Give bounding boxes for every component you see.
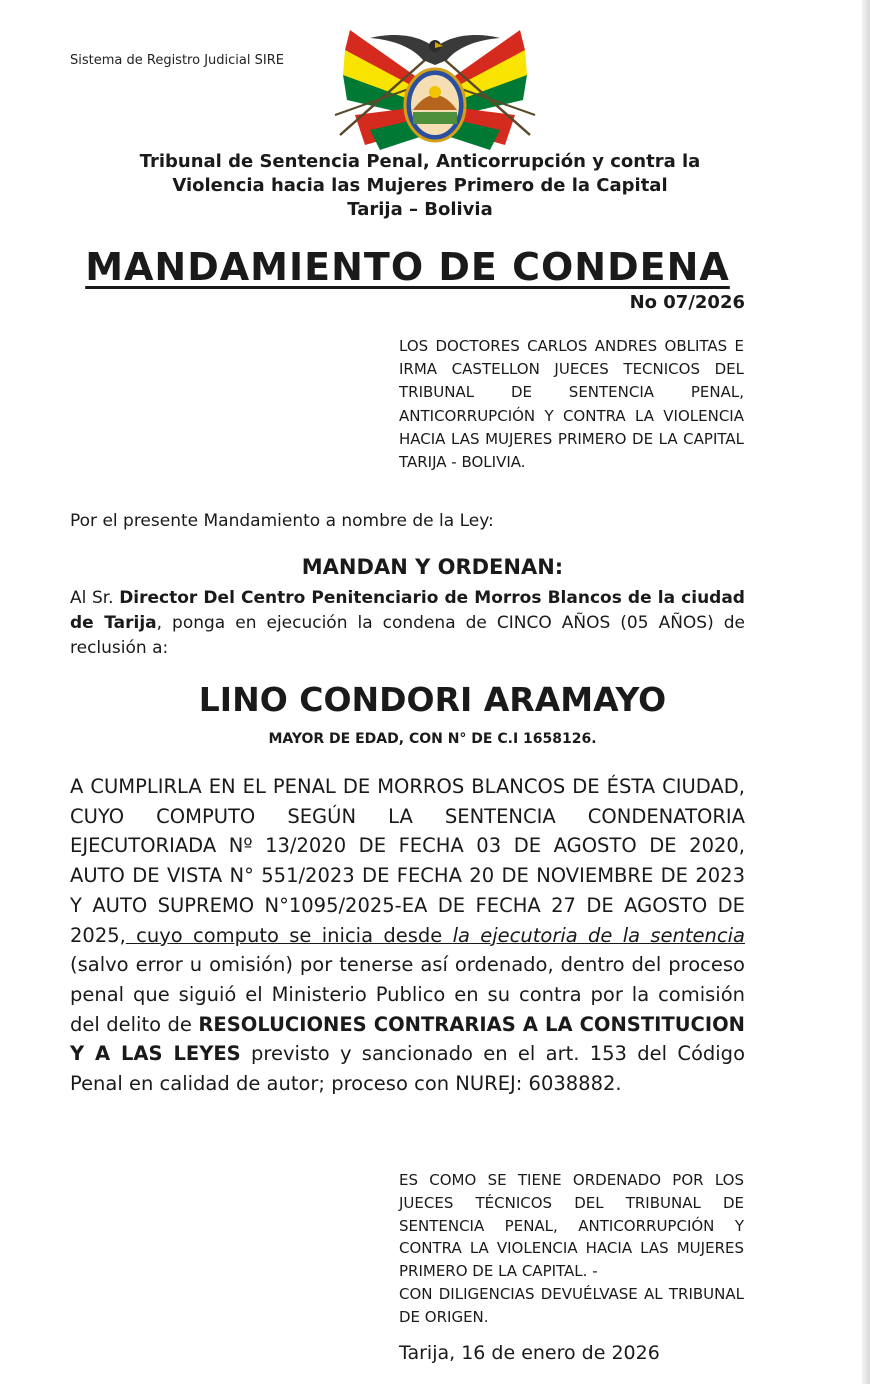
sentence-paragraph xyxy=(70,772,745,1099)
page-edge xyxy=(862,0,870,1384)
sentence-text-b: (salvo error u omisión) por tenerse así ordenado, dentro del proceso penal que siguió el Ministerio Publico en su contra por la comisión del delito de xyxy=(70,953,745,1036)
system-label: Sistema de Registro Judicial SIRE xyxy=(70,53,284,68)
presente-line: Por el presente Mandamiento a nombre de la Ley: xyxy=(70,511,494,531)
sentence-text-a: A CUMPLIRLA EN EL PENAL DE MORROS BLANCOS DE ÉSTA CIUDAD, CUYO COMPUTO SEGÚN LA SENTENCIA CONDENATORIA EJECUTORIADA Nº 13/2020 DE FECHA 03 DE AGOSTO DE 2020, AUTO DE VISTA N° 551/2023 DE FECHA 20 DE NOVIEMBRE DE 2023 Y AUTO SUPREMO N°1095/2025-EA DE FECHA 27 DE AGOSTO DE 2025, xyxy=(70,775,745,947)
order-text-b: , ponga en ejecución la condena de CINCO AÑOS (05 AÑOS) de reclusión a: xyxy=(70,613,745,658)
closing-text-2: CON DILIGENCIAS DEVUÉLVASE AL TRIBUNAL DE ORIGEN. xyxy=(399,1284,744,1326)
crime-name: RESOLUCIONES CONTRARIAS A LA CONSTITUCION Y A LAS LEYES xyxy=(70,1012,745,1066)
tribunal-line-2: Violencia hacia las Mujeres Primero de la Capital xyxy=(172,175,668,196)
document-title-text: MANDAMIENTO DE CONDENA xyxy=(85,245,730,289)
judges-statement: LOS DOCTORES CARLOS ANDRES OBLITAS E IRMA CASTELLON JUECES TECNICOS DEL TRIBUNAL DE SENTENCIA PENAL, ANTICORRUPCIÓN Y CONTRA LA VIOLENCIA HACIA LAS MUJERES PRIMERO DE LA CAPITAL TARIJA - BOLIVIA. xyxy=(399,337,744,472)
convict-name: LINO CONDORI ARAMAYO xyxy=(198,680,667,719)
sentence-italic: la ejecutoria de la sentencia xyxy=(452,923,745,947)
director-name: Director Del Centro Penitenciario de Morros Blancos de la ciudad de Tarija xyxy=(70,588,745,633)
order-paragraph xyxy=(70,586,745,661)
convict-id: MAYOR DE EDAD, CON N° DE C.I 1658126. xyxy=(268,731,597,747)
sentence-text-c: previsto y sancionado en el art. 153 del Código Penal en calidad de autor; proceso con NUREJ: 6038882. xyxy=(70,1042,745,1096)
tribunal-line-3: Tarija – Bolivia xyxy=(347,199,493,220)
document-title xyxy=(60,245,755,289)
bolivia-coat-of-arms-icon xyxy=(325,20,545,156)
sentence-underlined: cuyo computo se inicia desde xyxy=(125,923,453,947)
document-number: No 07/2026 xyxy=(629,292,745,313)
closing-text-1: ES COMO SE TIENE ORDENADO POR LOS JUECES TÉCNICOS DEL TRIBUNAL DE SENTENCIA PENAL, ANTICORRUPCIÓN Y CONTRA LA VIOLENCIA HACIA LAS MUJERES PRIMERO DE LA CAPITAL. - xyxy=(399,1171,744,1281)
tribunal-line-1: Tribunal de Sentencia Penal, Anticorrupción y contra la xyxy=(139,151,701,172)
mandan-heading: MANDAN Y ORDENAN: xyxy=(301,555,564,579)
closing-statement xyxy=(399,1169,744,1329)
place-date: Tarija, 16 de enero de 2026 xyxy=(399,1342,660,1364)
order-text-a: Al Sr. xyxy=(70,588,120,608)
tribunal-heading xyxy=(60,150,780,222)
